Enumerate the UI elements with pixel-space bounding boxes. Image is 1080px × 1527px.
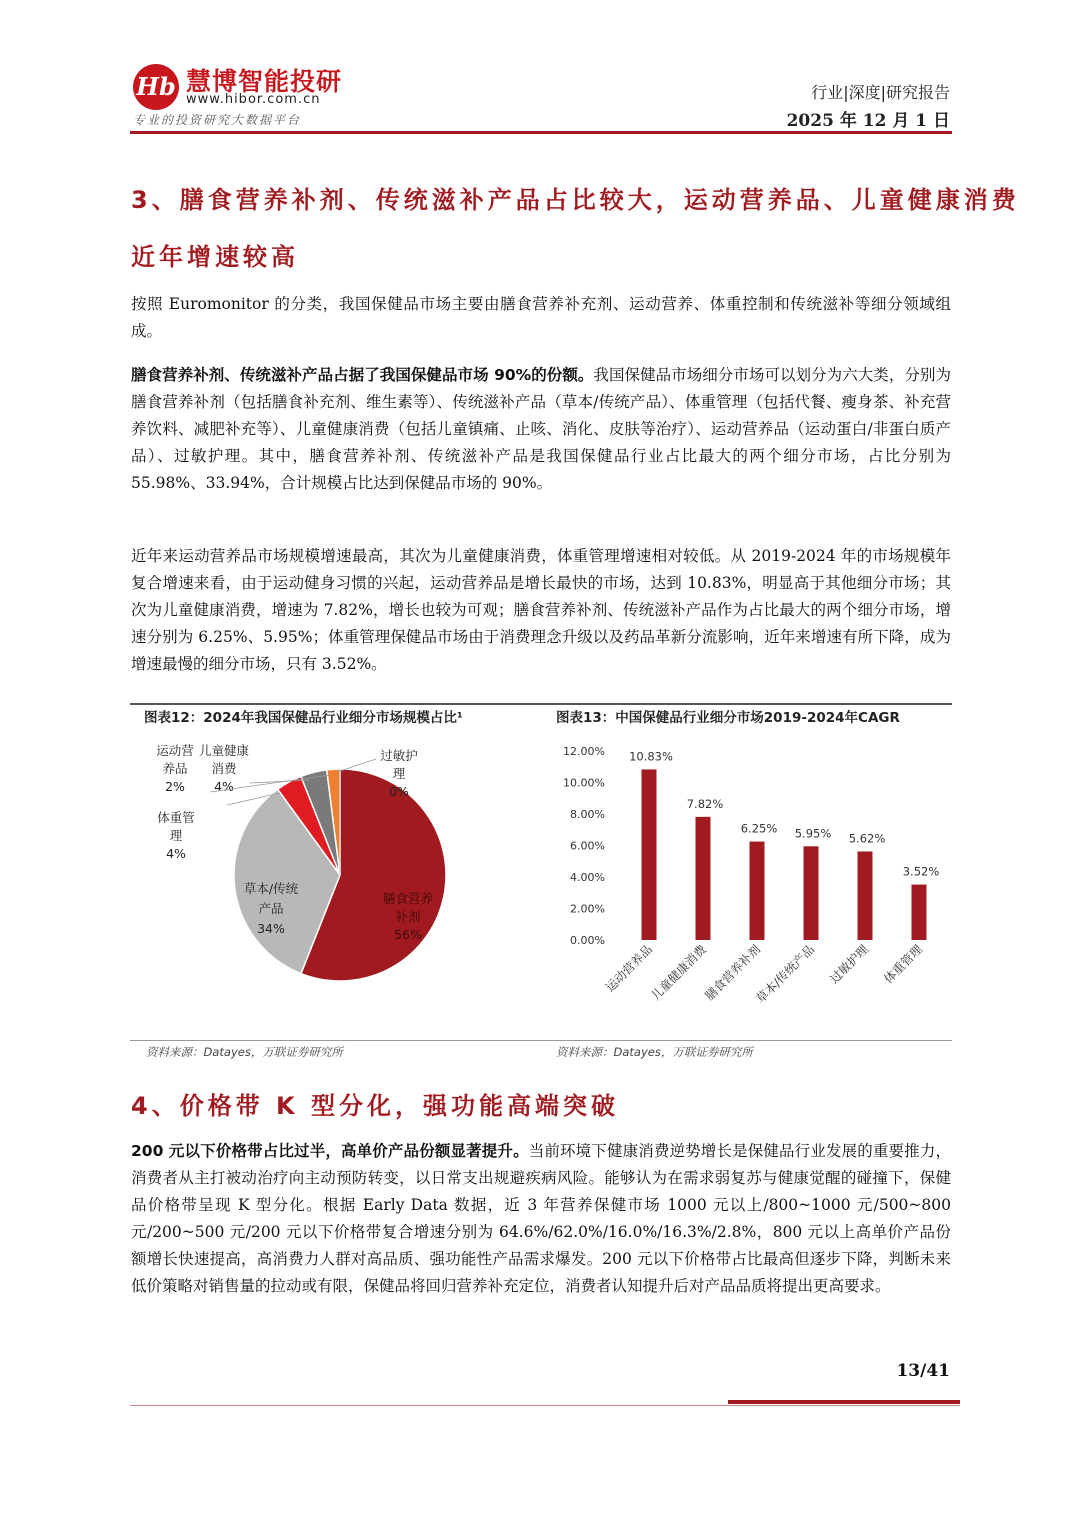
x-category-label: 膳食营养补剂 xyxy=(702,942,764,1004)
y-tick-label: 0.00% xyxy=(570,934,605,947)
section3-paragraph-2 xyxy=(131,362,951,497)
market-share-pie-chart xyxy=(132,735,542,1035)
figure13-source: 资料来源：Datayes，万联证券研究所 xyxy=(556,1045,753,1059)
pie-category-label: 体重管 xyxy=(157,810,195,825)
y-tick-label: 6.00% xyxy=(570,839,605,853)
y-tick-label: 8.00% xyxy=(570,808,605,821)
pie-category-label: 补剂 xyxy=(395,909,421,924)
pie-category-label: 膳食营养 xyxy=(382,891,434,906)
cagr-bar xyxy=(642,769,657,940)
x-category-label: 草本/传统产品 xyxy=(753,942,818,1006)
pie-category-label: 理 xyxy=(169,828,183,843)
x-category-label: 过敏护理 xyxy=(827,942,872,987)
figure13-title: 图表13：中国保健品行业细分市场2019-2024年CAGR xyxy=(556,710,900,726)
y-tick-label: 12.00% xyxy=(563,745,605,758)
figure12-source: 资料来源：Datayes，万联证券研究所 xyxy=(146,1045,343,1059)
report-category: 行业|深度|研究报告 xyxy=(811,83,950,102)
pie-value-label: 2% xyxy=(165,779,185,794)
section4-paragraph-1 xyxy=(131,1138,951,1300)
section3-paragraph-1: 按照 Euromonitor 的分类，我国保健品市场主要由膳食营养补充剂、运动营养、体重控制和传统滋补等细分领域组成。 xyxy=(131,295,951,340)
report-date: 2025 年 12 月 1 日 xyxy=(786,111,950,131)
cagr-bar xyxy=(858,851,873,940)
pie-category-label: 养品 xyxy=(162,761,188,776)
hibor-logo-mark: Hb xyxy=(133,64,179,110)
y-tick-label: 10.00% xyxy=(563,776,605,790)
pie-value-label: 34% xyxy=(257,921,285,936)
cagr-bar-chart xyxy=(548,735,950,1035)
bar-value-label: 7.82% xyxy=(686,796,724,811)
section3-paragraph-3: 近年来运动营养品市场规模增速最高，其次为儿童健康消费，体重管理增速相对较低。从 2019-2024 年的市场规模年复合增速来看，由于运动健身习惯的兴起，运动营养品是增长最快的市场，达到 10.83%，明显高于其他细分市场；其次为儿童健康消费，增速为 7.82%，增长也较为可观；膳食营养补剂、传统滋补产品作为占比最大的两个细分市场，增速分别为 6.25%、5.95%；体重管理保健品市场由于消费理念升级以及药品革新分流影响，近年来增速有所下降，成为增速最慢的细分市场，只有 3.52%。 xyxy=(131,547,951,673)
header-rule xyxy=(130,131,952,134)
brand-url[interactable]: www.hibor.com.cn xyxy=(186,92,321,107)
brand-slogan: 专业的投资研究大数据平台 xyxy=(133,113,302,127)
pie-category-label: 运动营 xyxy=(156,743,194,758)
section3-paragraph-2-lead: 膳食营养补剂、传统滋补产品占据了我国保健品市场 90%的份额。 xyxy=(131,366,594,384)
section3-heading-line2: 近年增速较高 xyxy=(131,243,299,271)
pie-category-label: 过敏护 xyxy=(380,748,418,763)
cagr-bar xyxy=(750,842,765,940)
pie-category-label: 产品 xyxy=(258,901,284,916)
footer-rule xyxy=(130,1405,960,1406)
bar-value-label: 5.62% xyxy=(848,831,886,846)
bar-value-label: 5.95% xyxy=(794,826,832,841)
pie-category-label: 理 xyxy=(392,766,406,781)
pie-category-label: 草本/传统 xyxy=(243,881,299,896)
section3-paragraph-2-body: 我国保健品市场细分市场可以划分为六大类，分别为膳食营养补剂（包括膳食补充剂、维生素等）、传统滋补产品（草本/传统产品）、体重管理（包括代餐、瘦身茶、补充营养饮料、减肥补充等）、儿童健康消费（包括儿童镇痛、止咳、消化、皮肤等治疗）、运动营养品（运动蛋白/非蛋白质产品）、过敏护理。其中，膳食营养补剂、传统滋补产品是我国保健品行业占比最大的两个细分市场，占比分别为 55.98%、33.94%，合计规模占比达到保健品市场的 90%。 xyxy=(131,366,951,492)
x-category-label: 运动营养品 xyxy=(602,942,656,995)
pie-category-label: 消费 xyxy=(211,761,237,776)
page-number: 13/41 xyxy=(896,1361,950,1381)
cagr-bar xyxy=(912,885,927,940)
y-tick-label: 2.00% xyxy=(570,902,605,916)
section4-heading: 4、价格带 K 型分化，强功能高端突破 xyxy=(131,1092,620,1120)
footer-accent-rule xyxy=(728,1400,960,1404)
bar-value-label: 6.25% xyxy=(740,821,778,836)
section3-heading-line1: 3、膳食营养补剂、传统滋补产品占比较大，运动营养品、儿童健康消费 xyxy=(131,186,1020,214)
x-category-label: 儿童健康消费 xyxy=(648,942,710,1004)
pie-value-label: 56% xyxy=(394,927,422,942)
pie-value-label: 4% xyxy=(166,846,186,861)
figure12-title: 图表12：2024年我国保健品行业细分市场规模占比¹ xyxy=(144,710,463,726)
bar-value-label: 10.83% xyxy=(629,749,673,764)
section4-paragraph-1-body: 当前环境下健康消费逆势增长是保健品行业发展的重要推力，消费者从主打被动治疗向主动预防转变，以日常支出规避疾病风险。能够认为在需求弱复苏与健康觉醒的碰撞下，保健品价格带呈现 K 型分化。根据 Early Data 数据，近 3 年营养保健市场 1000 元以上/800~1000 元/500~800 元/200~500 元/200 元以下价格带复合增速分别为 64.6%/62.0%/16.0%/16.3%/2.8%，800 元以上高单价产品份额增长快速提高，高消费力人群对高品质、强功能性产品需求爆发。200 元以下价格带占比最高但逐步下降，判断未来低价策略对销售量的拉动或有限，保健品将回归营养补充定位，消费者认知提升后对产品品质将提出更高要求。 xyxy=(131,1142,951,1295)
y-tick-label: 4.00% xyxy=(570,871,605,884)
pie-category-label: 儿童健康 xyxy=(198,743,250,758)
brand-name: 慧博智能投研 xyxy=(186,67,343,96)
cagr-bar xyxy=(804,846,819,940)
cagr-bar xyxy=(696,817,711,940)
bar-value-label: 3.52% xyxy=(902,864,940,879)
pie-value-label: 0% xyxy=(389,784,409,799)
section4-paragraph-1-lead: 200 元以下价格带占比过半，高单价产品份额显著提升。 xyxy=(131,1142,529,1160)
pie-value-label: 4% xyxy=(214,779,234,794)
x-category-label: 体重管理 xyxy=(881,942,926,987)
